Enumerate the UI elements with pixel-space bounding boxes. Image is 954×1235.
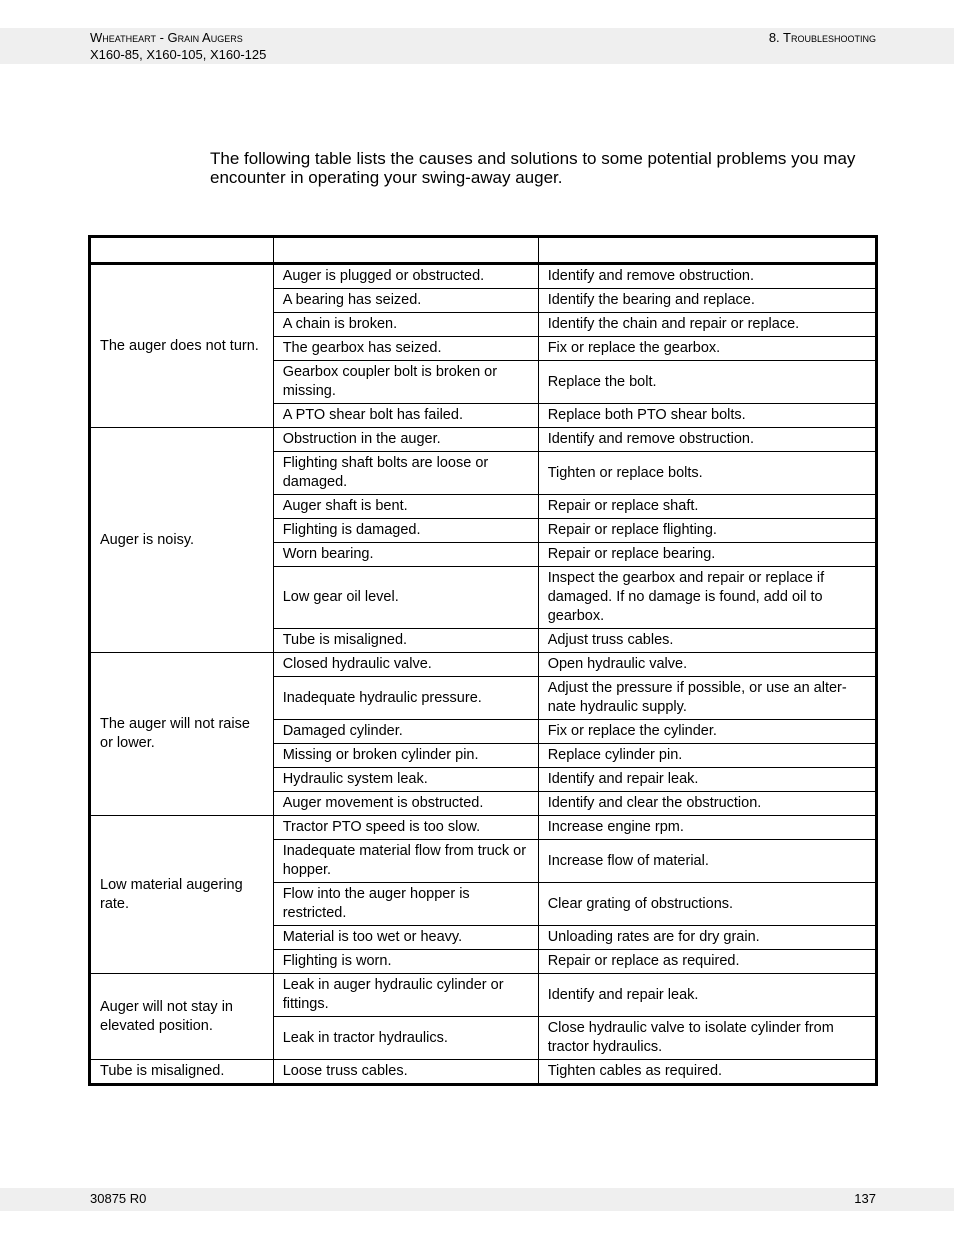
cause-cell: Obstruction in the auger. <box>273 428 538 452</box>
cause-cell: A chain is broken. <box>273 313 538 337</box>
cause-cell: Gearbox coupler bolt is broken or missing. <box>273 361 538 404</box>
cause-cell: Leak in tractor hydraulics. <box>273 1017 538 1060</box>
cause-cell: Damaged cylinder. <box>273 720 538 744</box>
header-cause <box>273 237 538 264</box>
cause-cell: Auger shaft is bent. <box>273 495 538 519</box>
table-row <box>90 816 877 840</box>
table-row <box>90 428 877 452</box>
solution-cell: Clear grating of obstructions. <box>538 883 876 926</box>
cause-cell: Tractor PTO speed is too slow. <box>273 816 538 840</box>
problem-cell: The auger will not raise or lower. <box>90 653 274 816</box>
solution-cell: Identify the chain and repair or replace. <box>538 313 876 337</box>
header-title: Wheatheart - Grain Augers <box>90 30 243 45</box>
cause-cell: Leak in auger hydraulic cylinder or fittings. <box>273 974 538 1017</box>
header-section-title: 8. Troubleshooting <box>768 30 876 45</box>
header-solution <box>538 237 876 264</box>
document-number: 30875 R0 <box>90 1191 147 1206</box>
cause-cell: A PTO shear bolt has failed. <box>273 404 538 428</box>
solution-cell: Fix or replace the gearbox. <box>538 337 876 361</box>
table-header-row <box>90 237 877 264</box>
cause-cell: Auger is plugged or obstructed. <box>273 264 538 289</box>
table-body <box>90 264 877 1085</box>
cause-cell: Worn bearing. <box>273 543 538 567</box>
problem-cell: The auger does not turn. <box>90 264 274 428</box>
troubleshooting-table <box>88 235 878 1086</box>
cause-cell: Material is too wet or heavy. <box>273 926 538 950</box>
solution-cell: Adjust the pressure if possible, or use an alter-nate hydraulic supply. <box>538 677 876 720</box>
solution-cell: Repair or replace flighting. <box>538 519 876 543</box>
running-header-left <box>90 29 266 63</box>
solution-cell: Replace both PTO shear bolts. <box>538 404 876 428</box>
solution-cell: Fix or replace the cylinder. <box>538 720 876 744</box>
cause-cell: Flighting shaft bolts are loose or damaged. <box>273 452 538 495</box>
solution-cell: Repair or replace as required. <box>538 950 876 974</box>
cause-cell: Missing or broken cylinder pin. <box>273 744 538 768</box>
solution-cell: Increase flow of material. <box>538 840 876 883</box>
cause-cell: Flighting is worn. <box>273 950 538 974</box>
cause-cell: Loose truss cables. <box>273 1060 538 1085</box>
solution-cell: Adjust truss cables. <box>538 629 876 653</box>
solution-cell: Identify and clear the obstruction. <box>538 792 876 816</box>
solution-cell: Replace cylinder pin. <box>538 744 876 768</box>
cause-cell: A bearing has seized. <box>273 289 538 313</box>
cause-cell: Low gear oil level. <box>273 567 538 629</box>
table-row <box>90 974 877 1017</box>
table-row <box>90 1060 877 1085</box>
cause-cell: Tube is misaligned. <box>273 629 538 653</box>
solution-cell: Inspect the gearbox and repair or replace if damaged. If no damage is found, add oil to gearbox. <box>538 567 876 629</box>
header-problem <box>90 237 274 264</box>
table-row <box>90 264 877 289</box>
solution-cell: Replace the bolt. <box>538 361 876 404</box>
header-models: X160-85, X160-105, X160-125 <box>90 47 267 62</box>
cause-cell: Hydraulic system leak. <box>273 768 538 792</box>
solution-cell: Tighten or replace bolts. <box>538 452 876 495</box>
cause-cell: Flighting is damaged. <box>273 519 538 543</box>
solution-cell: Increase engine rpm. <box>538 816 876 840</box>
solution-cell: Identify and repair leak. <box>538 768 876 792</box>
cause-cell: Inadequate hydraulic pressure. <box>273 677 538 720</box>
solution-cell: Unloading rates are for dry grain. <box>538 926 876 950</box>
cause-cell: Inadequate material flow from truck or hopper. <box>273 840 538 883</box>
cause-cell: Auger movement is obstructed. <box>273 792 538 816</box>
solution-cell: Open hydraulic valve. <box>538 653 876 677</box>
page-number: 137 <box>854 1191 876 1206</box>
cause-cell: The gearbox has seized. <box>273 337 538 361</box>
problem-cell: Tube is misaligned. <box>90 1060 274 1085</box>
solution-cell: Identify the bearing and replace. <box>538 289 876 313</box>
solution-cell: Identify and remove obstruction. <box>538 264 876 289</box>
solution-cell: Repair or replace shaft. <box>538 495 876 519</box>
cause-cell: Flow into the auger hopper is restricted. <box>273 883 538 926</box>
problem-cell: Auger will not stay in elevated position. <box>90 974 274 1060</box>
cause-cell: Closed hydraulic valve. <box>273 653 538 677</box>
solution-cell: Identify and remove obstruction. <box>538 428 876 452</box>
solution-cell: Close hydraulic valve to isolate cylinder from tractor hydraulics. <box>538 1017 876 1060</box>
solution-cell: Repair or replace bearing. <box>538 543 876 567</box>
table-row <box>90 653 877 677</box>
intro-paragraph: The following table lists the causes and solutions to some potential problems you may encounter in operating your swing-away auger. <box>210 149 856 187</box>
solution-cell: Identify and repair leak. <box>538 974 876 1017</box>
problem-cell: Auger is noisy. <box>90 428 274 653</box>
problem-cell: Low material augering rate. <box>90 816 274 974</box>
solution-cell: Tighten cables as required. <box>538 1060 876 1085</box>
